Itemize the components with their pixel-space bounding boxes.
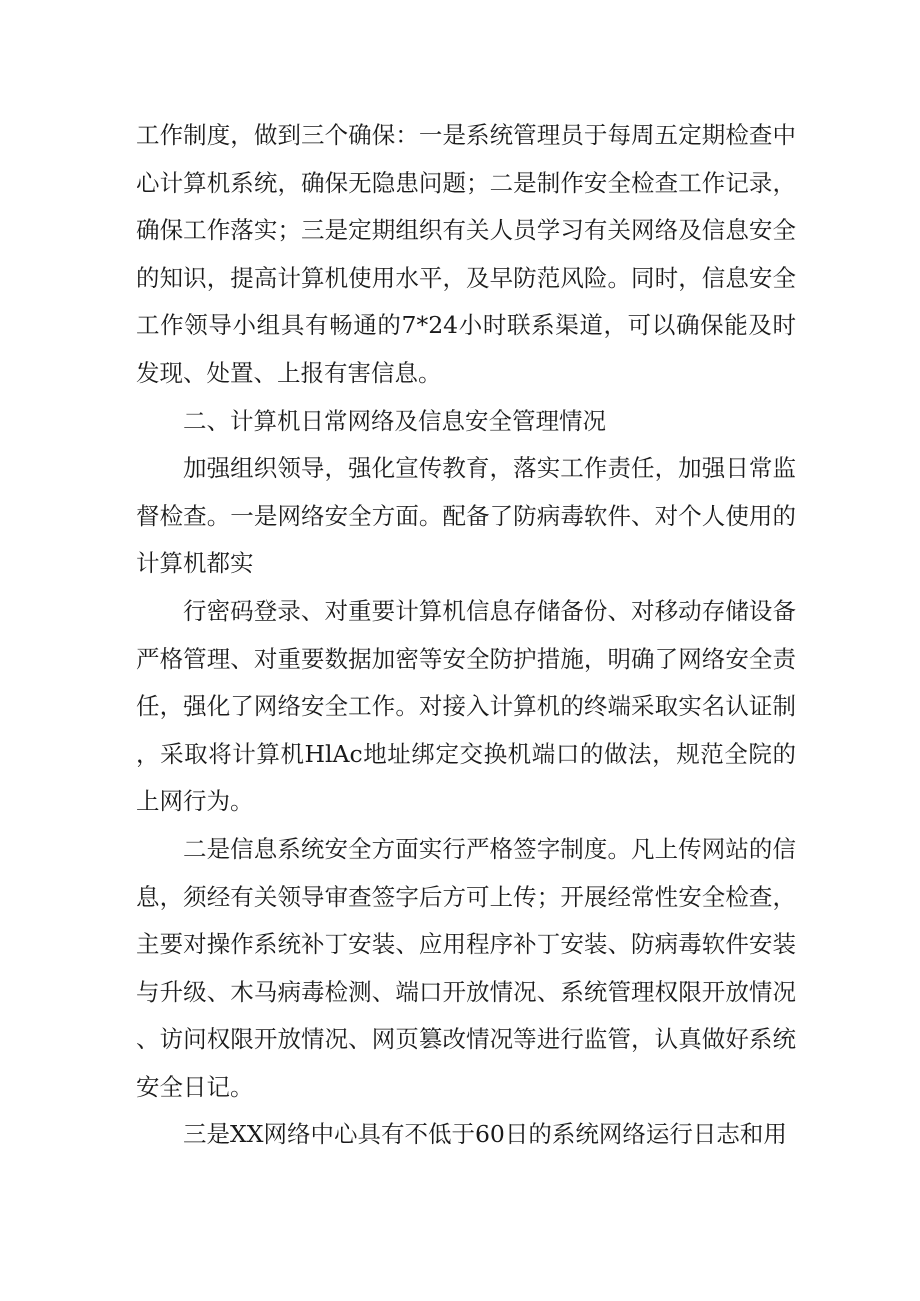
section-heading: 二、计算机日常网络及信息安全管理情况 — [183, 406, 606, 435]
paragraph-continuation: 工作制度，做到三个确保：一是系统管理员于每周五定期检查中心计算机系统，确保无隐患问题；二是制作安全检查工作记录，确保工作落实；三是定期组织有关人员学习有关网络及信息安全的知识，提高计算机使用水平，及早防范风险。同时，信息安全工作领导小组具有畅通的7*24小时联系渠道，可以确保能及时发现、处置、上报有害信息。 — [136, 121, 796, 387]
paragraph: 三是XX网络中心具有不低于60日的系统网络运行日志和用 — [183, 1120, 787, 1149]
paragraph: 加强组织领导，强化宣传教育，落实工作责任，加强日常监督检查。一是网络安全方面。配备了防病毒软件、对个人使用的计算机都实 — [136, 454, 796, 578]
document-body — [136, 112, 796, 1159]
paragraph: 二是信息系统安全方面实行严格签字制度。凡上传网站的信息，须经有关领导审查签字后方可上传；开展经常性安全检查，主要对操作系统补丁安装、应用程序补丁安装、防病毒软件安装与升级、木马病毒检测、端口开放情况、系统管理权限开放情况、访问权限开放情况、网页篡改情况等进行监管，认真做好系统安全日记。 — [136, 834, 796, 1101]
paragraph: 行密码登录、对重要计算机信息存储备份、对移动存储设备严格管理、对重要数据加密等安全防护措施，明确了网络安全责任，强化了网络安全工作。对接入计算机的终端采取实名认证制，采取将计算机HlAc地址绑定交换机端口的做法，规范全院的上网行为。 — [136, 596, 796, 816]
